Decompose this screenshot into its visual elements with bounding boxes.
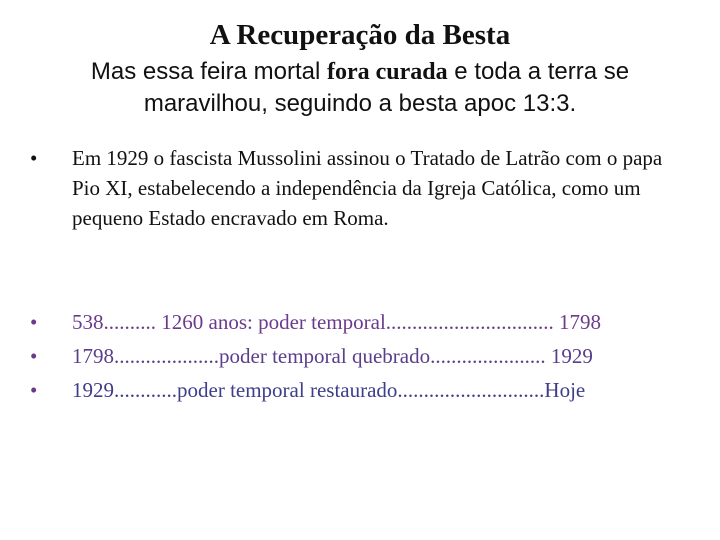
timeline-item-3: [30, 373, 690, 407]
timeline-list: [30, 305, 690, 407]
intro-bullet-text: Em 1929 o fascista Mussolini assinou o Tratado de Latrão com o papa Pio XI, estabelecendo a independência da Igreja Católica, como um pequeno Estado encravado em Roma.: [72, 146, 663, 230]
subtitle-text-end: e toda a terra se maravilhou, seguindo a besta apoc 13:3.: [143, 58, 630, 117]
timeline-item-2: [30, 339, 690, 373]
intro-list: [30, 143, 690, 233]
slide-title: A Recuperação da Besta: [209, 19, 511, 51]
timeline-text-2: 1798....................poder temporal quebrado...................... 1929: [72, 344, 593, 368]
subtitle-text-start: Mas essa feira mortal: [90, 58, 327, 85]
list-item: [30, 143, 690, 233]
timeline-text-1: 538.......... 1260 anos: poder temporal................................ 1798: [72, 310, 602, 334]
timeline-text-3: 1929............poder temporal restaurado............................Hoje: [72, 378, 586, 402]
slide-subtitle: [40, 56, 680, 119]
bullet-dot: •: [30, 310, 38, 334]
bullet-dot: •: [30, 378, 38, 402]
timeline-item-1: [30, 305, 690, 339]
bullet-dot: •: [30, 146, 38, 170]
subtitle-emphasis: fora curada: [326, 59, 448, 85]
bullet-dot: •: [30, 344, 38, 368]
